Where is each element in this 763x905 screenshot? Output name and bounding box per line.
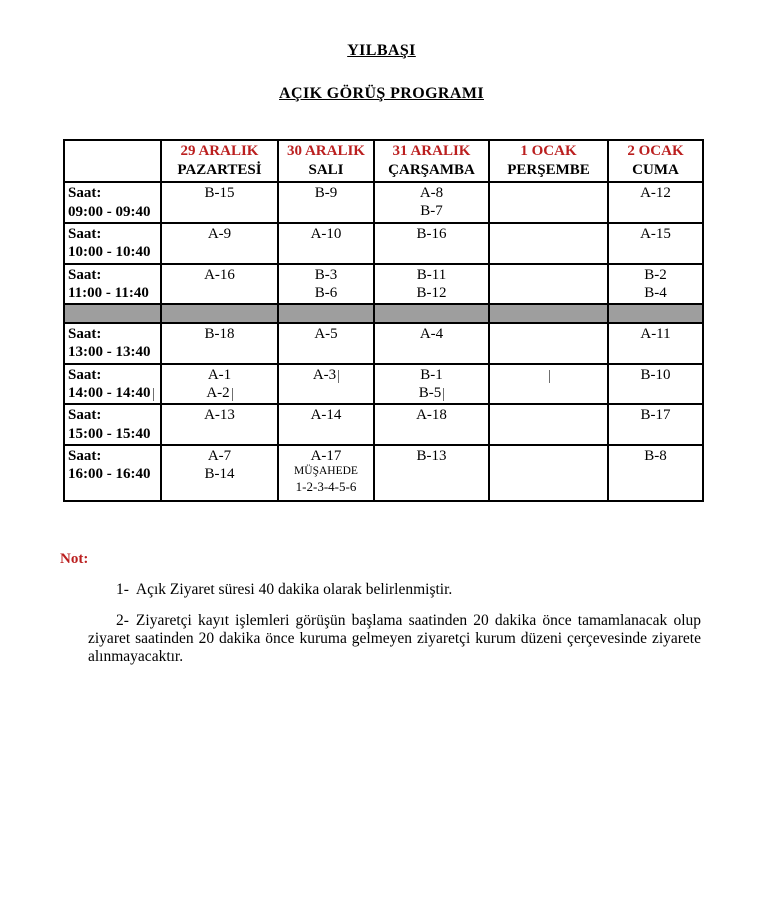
schedule-cell bbox=[608, 323, 703, 364]
time-range-text: 16:00 - 16:40 bbox=[68, 466, 151, 483]
day-header-cell bbox=[489, 140, 608, 182]
table-row bbox=[64, 264, 703, 305]
header-day: SALI bbox=[308, 162, 344, 179]
table-row bbox=[64, 404, 703, 445]
cell-text: B-9 bbox=[314, 185, 338, 202]
cell-text: B-7 bbox=[420, 203, 443, 220]
break-cell bbox=[608, 304, 703, 323]
cell-text: B-1 bbox=[420, 366, 443, 383]
schedule-cell bbox=[278, 445, 374, 501]
cell-value bbox=[609, 366, 702, 384]
time-label: Saat: bbox=[68, 407, 102, 424]
schedule-cell bbox=[278, 323, 374, 364]
table-row bbox=[64, 223, 703, 264]
cell-value bbox=[279, 284, 373, 302]
schedule-cell bbox=[161, 404, 278, 445]
header-date: 2 OCAK bbox=[627, 143, 684, 159]
cell-text: B-8 bbox=[644, 447, 667, 464]
time-range bbox=[68, 425, 158, 443]
header-day: PAZARTESİ bbox=[177, 162, 262, 179]
note-item bbox=[88, 612, 701, 666]
table-row bbox=[64, 364, 703, 405]
time-cell bbox=[64, 323, 161, 364]
schedule-cell bbox=[278, 264, 374, 305]
cell-text: A-9 bbox=[207, 225, 232, 242]
cell-text: A-4 bbox=[419, 326, 444, 343]
header-day: ÇARŞAMBA bbox=[388, 162, 475, 179]
cell-value bbox=[162, 366, 277, 384]
header-row bbox=[64, 140, 703, 182]
cell-value bbox=[279, 325, 373, 343]
day-header-cell bbox=[161, 140, 278, 182]
schedule-cell bbox=[608, 223, 703, 264]
cell-text: B-3 bbox=[314, 266, 338, 283]
cell-value bbox=[609, 325, 702, 343]
schedule-cell bbox=[374, 264, 489, 305]
time-label: Saat: bbox=[68, 447, 102, 464]
note-text: Ziyaretçi kayıt işlemleri görüşün başlama saatinden 20 dakika önce tamamlanacak olup ziyaret saatinden 20 dakika önce kuruma gelmeyen ziyaretçi kurum düzeni çerçevesinde ziyarete alınmayacaktır. bbox=[88, 611, 701, 665]
cell-value bbox=[162, 225, 277, 243]
cell-text: A-15 bbox=[640, 225, 671, 242]
cell-value bbox=[609, 447, 702, 465]
header-date: 29 ARALIK bbox=[180, 143, 259, 159]
schedule-cell bbox=[374, 323, 489, 364]
time-cell bbox=[64, 404, 161, 445]
cell-value bbox=[162, 384, 277, 402]
time-cell bbox=[64, 264, 161, 305]
cell-text: A-5 bbox=[314, 326, 338, 343]
schedule-cell bbox=[278, 182, 374, 223]
cursor-mark bbox=[549, 370, 550, 383]
schedule-cell bbox=[489, 182, 608, 223]
schedule-cell bbox=[161, 364, 278, 405]
time-label: Saat: bbox=[68, 185, 102, 202]
time-range-text: 14:00 - 14:40 bbox=[68, 385, 151, 402]
cell-value bbox=[609, 225, 702, 243]
schedule-cell bbox=[374, 404, 489, 445]
cell-value bbox=[279, 447, 373, 465]
cell-text: B-11 bbox=[416, 266, 447, 283]
table-row bbox=[64, 445, 703, 501]
time-range bbox=[68, 243, 158, 261]
cell-text: A-10 bbox=[310, 225, 342, 242]
cell-text: A-18 bbox=[416, 407, 447, 424]
schedule-cell bbox=[608, 264, 703, 305]
cell-value bbox=[609, 184, 702, 202]
cell-value bbox=[609, 284, 702, 302]
cell-text: A-11 bbox=[640, 326, 671, 343]
day-header-cell bbox=[278, 140, 374, 182]
cursor-mark bbox=[338, 370, 339, 383]
cursor-mark bbox=[232, 388, 233, 401]
notes-label: Not: bbox=[60, 550, 89, 567]
cell-text: A-13 bbox=[204, 407, 235, 424]
note-marker: 2- bbox=[116, 611, 129, 629]
break-cell bbox=[161, 304, 278, 323]
cell-text: B-17 bbox=[640, 407, 671, 424]
break-row bbox=[64, 304, 703, 323]
cell-value bbox=[162, 325, 277, 343]
cell-text: 1-2-3-4-5-6 bbox=[295, 478, 357, 494]
cell-value bbox=[609, 266, 702, 284]
schedule-cell bbox=[278, 404, 374, 445]
time-cell bbox=[64, 182, 161, 223]
time-range bbox=[68, 465, 158, 483]
schedule-cell bbox=[374, 445, 489, 501]
break-cell bbox=[489, 304, 608, 323]
cell-text: A-1 bbox=[207, 366, 232, 383]
time-range bbox=[68, 343, 158, 361]
cell-text: B-10 bbox=[640, 366, 671, 383]
cell-text: A-3 bbox=[312, 366, 337, 383]
cell-value bbox=[279, 366, 373, 384]
cell-value bbox=[375, 366, 488, 384]
cell-value bbox=[375, 406, 488, 424]
cell-value bbox=[375, 384, 488, 402]
page-title: YILBAŞI bbox=[347, 42, 416, 59]
schedule-cell bbox=[161, 264, 278, 305]
cell-text: B-16 bbox=[416, 225, 447, 242]
cell-text: B-15 bbox=[204, 185, 235, 202]
notes-list bbox=[60, 581, 701, 666]
cell-value bbox=[609, 406, 702, 424]
cell-text: B-14 bbox=[204, 465, 235, 482]
cell-text: MÜŞAHEDE bbox=[294, 464, 358, 477]
cell-value bbox=[162, 184, 277, 202]
note-text: Açık Ziyaret süresi 40 dakika olarak belirlenmiştir. bbox=[135, 580, 453, 598]
time-cell bbox=[64, 223, 161, 264]
header-day: PERŞEMBE bbox=[507, 162, 590, 179]
schedule-cell bbox=[489, 264, 608, 305]
schedule-cell bbox=[278, 364, 374, 405]
cell-value bbox=[162, 406, 277, 424]
schedule-cell bbox=[161, 445, 278, 501]
schedule-cell bbox=[608, 404, 703, 445]
table-body bbox=[64, 182, 703, 501]
notes-section bbox=[60, 551, 701, 666]
time-cell bbox=[64, 364, 161, 405]
cell-value bbox=[375, 325, 488, 343]
time-range bbox=[68, 203, 158, 221]
cell-text: A-17 bbox=[310, 447, 342, 464]
cell-value bbox=[162, 465, 277, 483]
time-label: Saat: bbox=[68, 326, 102, 343]
time-label: Saat: bbox=[68, 225, 102, 242]
schedule-cell bbox=[161, 223, 278, 264]
header-date: 30 ARALIK bbox=[287, 143, 365, 159]
schedule-cell bbox=[608, 445, 703, 501]
cell-text: B-13 bbox=[416, 447, 447, 464]
note-marker: 1- bbox=[116, 580, 129, 598]
table-row bbox=[64, 323, 703, 364]
schedule-cell bbox=[489, 445, 608, 501]
break-cell bbox=[64, 304, 161, 323]
time-range-text: 10:00 - 10:40 bbox=[68, 244, 151, 261]
schedule-cell bbox=[608, 364, 703, 405]
corner-cell bbox=[64, 140, 161, 182]
schedule-cell bbox=[161, 182, 278, 223]
cell-value bbox=[375, 266, 488, 284]
cell-text: B-18 bbox=[204, 326, 235, 343]
cell-value bbox=[375, 284, 488, 302]
schedule-cell bbox=[489, 323, 608, 364]
header-date: 31 ARALIK bbox=[392, 143, 471, 159]
cell-text: A-8 bbox=[419, 185, 444, 202]
cursor-mark bbox=[443, 388, 444, 401]
cell-value bbox=[375, 447, 488, 465]
cell-value bbox=[279, 184, 373, 202]
cell-value bbox=[279, 465, 373, 479]
cell-text: B-4 bbox=[644, 284, 667, 301]
cell-value bbox=[279, 266, 373, 284]
time-range-text: 15:00 - 15:40 bbox=[68, 425, 151, 442]
header-day: CUMA bbox=[632, 162, 679, 179]
cell-value bbox=[375, 184, 488, 202]
time-range bbox=[68, 384, 158, 402]
cell-text: A-14 bbox=[310, 407, 342, 424]
schedule-cell bbox=[278, 223, 374, 264]
cell-text: A-12 bbox=[640, 185, 671, 202]
cell-text: B-12 bbox=[416, 284, 447, 301]
table-header bbox=[64, 140, 703, 182]
schedule-cell bbox=[374, 182, 489, 223]
day-header-cell bbox=[374, 140, 489, 182]
cell-text: A-16 bbox=[204, 266, 235, 283]
time-range bbox=[68, 284, 158, 302]
day-header-cell bbox=[608, 140, 703, 182]
document-page bbox=[0, 42, 763, 666]
page-subtitle: AÇIK GÖRÜŞ PROGRAMI bbox=[279, 85, 484, 102]
schedule-cell bbox=[374, 364, 489, 405]
cell-value bbox=[490, 366, 607, 384]
break-cell bbox=[278, 304, 374, 323]
time-label: Saat: bbox=[68, 366, 102, 383]
cell-value bbox=[375, 225, 488, 243]
cell-value bbox=[279, 406, 373, 424]
time-label: Saat: bbox=[68, 266, 102, 283]
time-range-text: 11:00 - 11:40 bbox=[68, 284, 149, 301]
schedule-cell bbox=[374, 223, 489, 264]
schedule-cell bbox=[489, 404, 608, 445]
schedule-cell bbox=[489, 364, 608, 405]
table-row bbox=[64, 182, 703, 223]
note-item bbox=[88, 581, 701, 599]
time-range-text: 13:00 - 13:40 bbox=[68, 344, 151, 361]
schedule-cell bbox=[608, 182, 703, 223]
cell-text: B-6 bbox=[314, 284, 338, 301]
cell-text: B-2 bbox=[644, 266, 667, 283]
break-cell bbox=[374, 304, 489, 323]
schedule-cell bbox=[161, 323, 278, 364]
cell-value bbox=[375, 202, 488, 220]
cell-text: B-5 bbox=[418, 384, 442, 401]
schedule-cell bbox=[489, 223, 608, 264]
cell-value bbox=[162, 266, 277, 284]
header-date: 1 OCAK bbox=[520, 143, 577, 159]
cell-value bbox=[279, 225, 373, 243]
cell-text: A-2 bbox=[206, 384, 230, 401]
cell-value bbox=[162, 447, 277, 465]
cursor-mark bbox=[153, 388, 154, 401]
visit-schedule-table bbox=[63, 139, 704, 502]
cell-value bbox=[279, 479, 373, 495]
time-cell bbox=[64, 445, 161, 501]
time-range-text: 09:00 - 09:40 bbox=[68, 203, 151, 220]
cell-text: A-7 bbox=[207, 447, 232, 464]
